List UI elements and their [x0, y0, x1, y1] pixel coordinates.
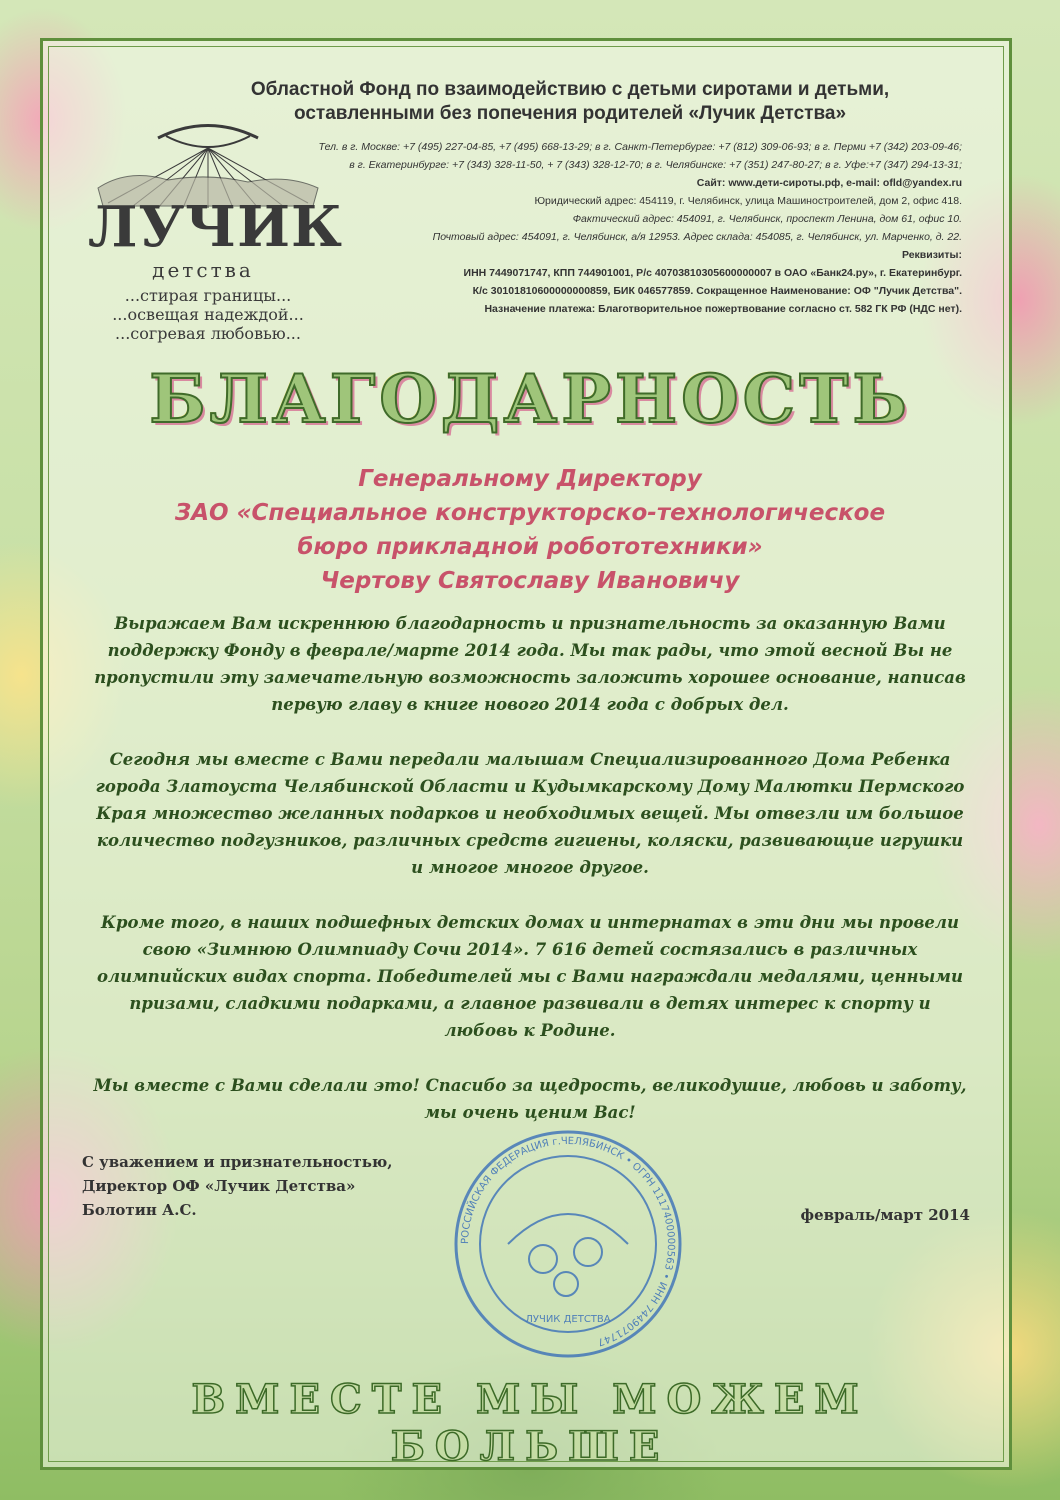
logo-wordmark: ЛУЧИК — [88, 194, 343, 260]
recipient-company-line2: бюро прикладной робототехники» — [297, 534, 763, 560]
signature-closing: С уважением и признательностью, — [82, 1153, 393, 1171]
body-paragraph-4: Мы вместе с Вами сделали это! Спасибо за щедрость, великодушие, любовь и заботу, мы очень ценим Вас! — [93, 1076, 967, 1122]
logo-subtitle: детства — [152, 258, 254, 282]
actual-address: Фактический адрес: 454091, г. Челябинск, проспект Ленина, дом 61, офис 10. — [572, 213, 962, 225]
footer-slogan: ВМЕСТЕ МЫ МОЖЕМ БОЛЬШЕ — [191, 1376, 869, 1470]
contact-details — [280, 138, 962, 318]
letter-date: февраль/март 2014 — [800, 1206, 970, 1224]
payment-purpose: Назначение платежа: Благотворительное пожертвование согласно ст. 582 ГК РФ (НДС нет). — [484, 303, 962, 315]
org-name-line1: Областной Фонд по взаимодействию с детьми сиротами и детьми, — [250, 79, 890, 100]
postal-address: Почтовый адрес: 454091, г. Челябинск, а/я 12953. Адрес склада: 454085, г. Челябинск, ул. Марченко, д. 22. — [432, 231, 962, 243]
stamp-outer-text: РОССИЙСКАЯ ФЕДЕРАЦИЯ г.ЧЕЛЯБИНСК • ОГРН 1117400000563 • ИНН 7449071747 — [459, 1135, 677, 1348]
body-paragraph-1: Выражаем Вам искреннюю благодарность и признательность за оказанную Вами поддержку Фонду в феврале/марте 2014 года. Мы так рады, что этой весной Вы не пропустили эту замечательную возможность заложить хорошее основание, написав первую главу в книге нового 2014 года с добрых дел. — [94, 614, 966, 714]
motto-line1: ...стирая границы... — [124, 286, 292, 305]
signature-name: Болотин А.С. — [82, 1201, 197, 1219]
recipient-company-line1: ЗАО «Специальное конструкторско-технологическое — [174, 500, 886, 526]
requisites-line2: К/с 30101810600000000859, БИК 046577859. Сокращенное Наименование: ОФ "Лучик Детства". — [472, 285, 962, 297]
recipient-name: Чертову Святославу Ивановичу — [320, 568, 740, 594]
requisites-line1: ИНН 7449071747, КПП 744901001, Р/с 40703810305600000007 в ОАО «Банк24.ру», г. Екатеринбург. — [463, 267, 962, 279]
stamp-inner-text: ЛУЧИК ДЕТСТВА — [525, 1314, 611, 1325]
official-stamp — [448, 1124, 688, 1364]
letter-body — [90, 610, 970, 1154]
stamp-seal-icon — [448, 1124, 688, 1364]
body-paragraph-2: Сегодня мы вместе с Вами передали малышам Специализированного Дома Ребенка города Златоуста Челябинской Области и Кудымкарскому Дому Малютки Пермского Края множество желанных подарков и необходимых вещей. Мы отвезли им большое количество подгузников, различных средств гигиены, коляски, развивающие игрушки и многое многое другое. — [95, 750, 965, 877]
phones-line1: Тел. в г. Москве: +7 (495) 227-04-85, +7 (495) 668-13-29; в г. Санкт-Петербурге: +7 (812) 309-06-93; в г. Перми +7 (342) 203-09-46; — [318, 141, 962, 153]
legal-address: Юридический адрес: 454119, г. Челябинск, улица Машиностроителей, дом 2, офис 418. — [534, 195, 962, 207]
motto-line3: ...согревая любовью... — [115, 324, 301, 343]
signature-block — [82, 1150, 422, 1222]
motto-line2: ...освещая надеждой... — [112, 305, 304, 324]
title-banner — [120, 360, 940, 460]
requisites-heading: Реквизиты: — [901, 249, 962, 261]
org-name-line2: оставленными без попечения родителей «Лучик Детства» — [293, 103, 847, 124]
signature-title: Директор ОФ «Лучик Детства» — [82, 1177, 356, 1195]
phones-line2: в г. Екатеринбурге: +7 (343) 328-11-50, + 7 (343) 328-12-70; в г. Челябинске: +7 (351) 247-80-27; в г. Уфе:+7 (347) 294-13-31; — [349, 159, 962, 171]
recipient-block — [100, 462, 960, 598]
body-paragraph-3: Кроме того, в наших подшефных детских домах и интернатах в эти дни мы провели свою «Зимнюю Олимпиаду Сочи 2014». 7 616 детей состязались в различных олимпийских видах спорта. Победителей мы с Вами награждали медалями, ценными призами, сладкими подарками, а главное развивали в детях интерес к спорту и любовь к Родине. — [97, 913, 963, 1040]
recipient-position: Генеральному Директору — [358, 466, 702, 492]
document-title: БЛАГОДАРНОСТЬ — [149, 360, 911, 438]
website-email: Сайт: www.дети-сироты.рф, e-mail: ofld@yandex.ru — [696, 177, 962, 189]
